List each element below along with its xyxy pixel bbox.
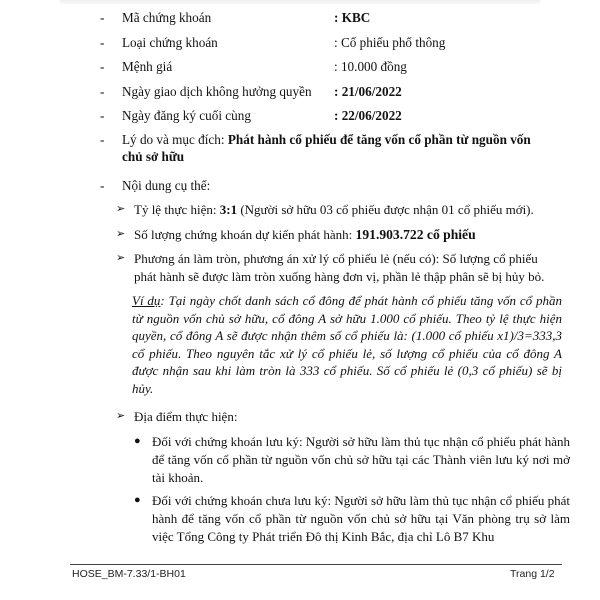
- scan-edge-shadow: [60, 0, 540, 4]
- purpose-value-line2: chủ sở hữu: [122, 149, 185, 164]
- footer-form-code: HOSE_BM-7.33/1-BH01: [72, 568, 186, 580]
- dash-marker: -: [100, 34, 105, 50]
- undeposited-text: Đối với chứng khoán chưa lưu ký: Người sở hữu làm thủ tục nhận cổ phiếu phát hành để tăng vốn cổ phần từ nguồn vốn chủ sở hữu tại Văn phòng trụ sở làm việc Tổng Công ty Phát triển Đô thị Kinh Bắc, địa chỉ Lô B7 Khu: [152, 493, 570, 544]
- purpose-value-line1: Phát hành cổ phiếu để tăng vốn cổ phần từ nguồn vốn: [227, 132, 531, 147]
- field-stock-code: [0, 6, 600, 31]
- dash-marker: -: [100, 178, 105, 193]
- dash-marker: -: [100, 59, 105, 74]
- quantity-value: 191.903.722 cổ phiếu: [355, 227, 476, 242]
- rounding-line2: phát hành sẽ được làm tròn xuống hàng đơn vị, phần lẻ thập phân sẽ bị hủy bỏ.: [134, 268, 545, 284]
- example-text: : Tại ngày chốt danh sách cổ đông để phát hành cổ phiếu tăng vốn cổ phần từ nguồn vốn chủ sở hữu, cổ đông A sở hữu 1.000 cổ phiếu. Theo tỷ lệ thực hiện quyền, cổ đông A sẽ được nhận thêm số cổ phiếu là: (1.000 cổ phiếu x1)/3=333,3 cổ phiếu. Theo nguyên tắc xử lý cổ phiếu lẻ, số lượng cổ phiếu của cổ đông A được nhận sau khi làm tròn là 333 cổ phiếu. Số cổ phiếu lẻ (0,3 cổ phiếu) sẽ bị hủy.: [132, 293, 562, 396]
- field-value: : 22/06/2022: [334, 108, 402, 123]
- quantity-label: Số lượng chứng khoán dự kiến phát hành:: [134, 227, 356, 242]
- arrow-bullet-icon: ➢: [116, 203, 126, 215]
- field-ex-rights-date: [0, 80, 600, 105]
- field-par-value: [0, 55, 600, 80]
- field-value: : KBC: [334, 10, 371, 25]
- field-value: : Cổ phiếu phổ thông: [334, 34, 446, 50]
- dash-marker: -: [100, 10, 105, 25]
- dash-marker: -: [100, 108, 105, 123]
- field-value: : 10.000 đồng: [334, 59, 407, 74]
- field-label: Ngày đăng ký cuối cùng: [122, 108, 251, 123]
- dash-marker: -: [100, 83, 105, 99]
- footer-divider: [70, 564, 562, 565]
- ratio-value: 3:1: [219, 202, 238, 217]
- field-label: Mã chứng khoán: [122, 10, 212, 25]
- field-label: Loại chứng khoán: [122, 34, 218, 50]
- example-paragraph: [132, 292, 562, 398]
- purpose-label: Lý do và mục đích:: [122, 132, 228, 147]
- field-record-date: [0, 104, 600, 129]
- ratio-note: (Người sở hữu 03 cổ phiếu được nhận 01 cổ phiếu mới).: [237, 202, 534, 217]
- ratio-label: Tỷ lệ thực hiện:: [134, 202, 220, 217]
- arrow-bullet-icon: ➢: [116, 410, 126, 422]
- rounding-line1: Phương án làm tròn, phương án xử lý cổ phiếu lẻ (nếu có): Số lượng cổ phiếu: [134, 251, 538, 266]
- bullet-dot-icon: ●: [134, 494, 141, 506]
- example-label: Ví dụ: [132, 293, 161, 308]
- field-list: [0, 6, 600, 129]
- bullet-dot-icon: ●: [134, 435, 141, 447]
- field-label: Mệnh giá: [122, 59, 173, 74]
- field-label: Ngày giao dịch không hưởng quyền: [122, 83, 312, 99]
- arrow-bullet-icon: ➢: [116, 228, 126, 240]
- arrow-bullet-icon: ➢: [116, 252, 126, 264]
- field-value: : 21/06/2022: [334, 83, 402, 99]
- footer-page-number: Trang 1/2: [510, 568, 555, 580]
- field-stock-type: [0, 31, 600, 56]
- dash-marker: -: [100, 132, 105, 147]
- content-label: Nội dung cụ thể:: [122, 178, 211, 193]
- location-label: Địa điểm thực hiện:: [134, 409, 238, 424]
- deposited-text: Đối với chứng khoán lưu ký: Người sở hữu làm thủ tục nhận cổ phiếu phát hành để tăng vốn cổ phần từ nguồn vốn chủ sở hữu tại các Thành viên lưu ký nơi mở tài khoản.: [152, 434, 570, 485]
